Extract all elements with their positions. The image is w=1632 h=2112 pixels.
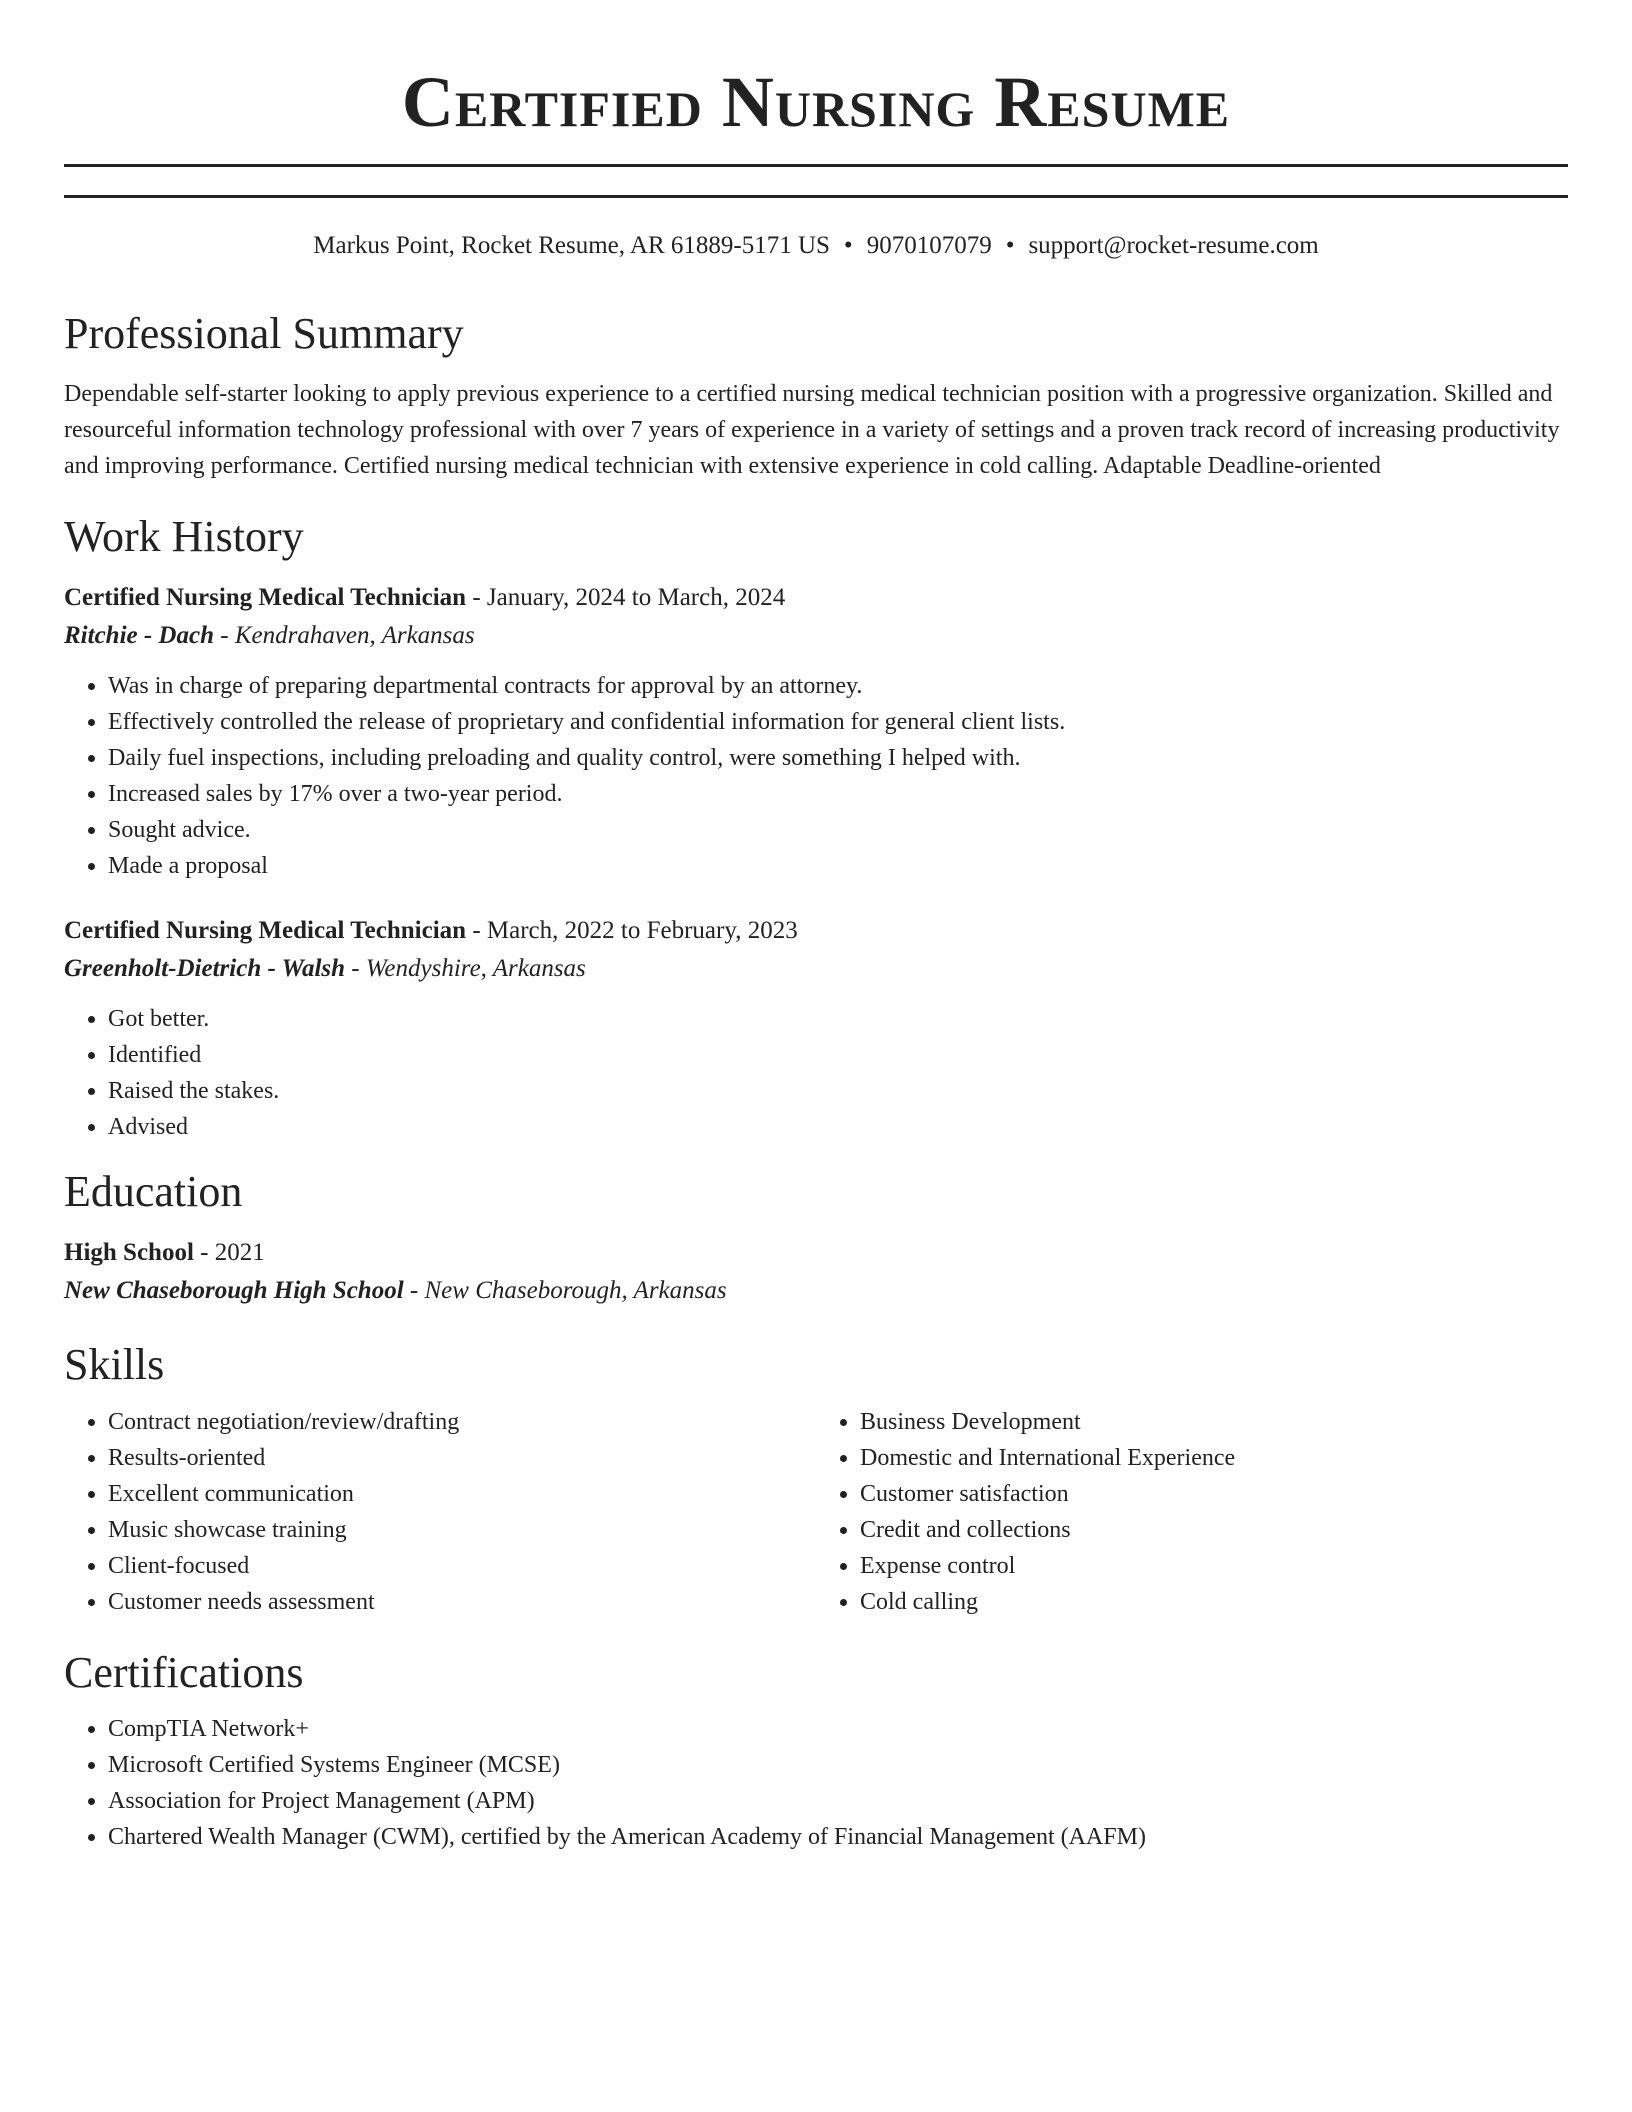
- school-name: New Chaseborough High School: [64, 1277, 404, 1304]
- job-bullets: [64, 668, 1568, 884]
- contact-separator: •: [843, 232, 853, 259]
- list-item: • Increased sales by 17% over a two-year period.: [108, 776, 1568, 812]
- company-line: [64, 617, 1568, 655]
- job-entry: [64, 912, 1568, 1145]
- dash: -: [220, 622, 229, 649]
- contact-phone: 9070107079: [866, 232, 992, 259]
- job-dates: January, 2024 to March, 2024: [486, 584, 786, 611]
- skill-item: • Excellent communication: [108, 1476, 816, 1512]
- certification-item: • Microsoft Certified Systems Engineer (MCSE): [108, 1747, 1568, 1783]
- list-item: • Advised: [108, 1109, 1568, 1145]
- dash: -: [351, 955, 360, 982]
- title-divider-bottom: [64, 195, 1568, 198]
- list-item: • Raised the stakes.: [108, 1073, 1568, 1109]
- company-location: Wendyshire, Arkansas: [365, 955, 586, 982]
- list-item: • Effectively controlled the release of proprietary and confidential information for general client lists.: [108, 704, 1568, 740]
- contact-separator: •: [1005, 232, 1015, 259]
- degree: High School: [64, 1239, 194, 1266]
- graduation-year: 2021: [214, 1239, 265, 1266]
- list-item: • Daily fuel inspections, including preloading and quality control, were something I helped with.: [108, 740, 1568, 776]
- list-item: • Was in charge of preparing departmental contracts for approval by an attorney.: [108, 668, 1568, 704]
- certification-item: • Association for Project Management (APM): [108, 1783, 1568, 1819]
- skill-item: • Domestic and International Experience: [860, 1440, 1568, 1476]
- list-item: • Made a proposal: [108, 848, 1568, 884]
- certification-item: • Chartered Wealth Manager (CWM), certified by the American Academy of Financial Management (AAFM): [108, 1819, 1568, 1855]
- contact-address: Markus Point, Rocket Resume, AR 61889-5171 US: [313, 232, 830, 259]
- education-heading: Education: [64, 1167, 243, 1216]
- list-item: • Identified: [108, 1037, 1568, 1073]
- summary-text: Dependable self-starter looking to apply previous experience to a certified nursing medical technician position with a progressive organization. Skilled and resourceful information technology professional with over 7 years of experience in a variety of settings and a proven track record of increasing productivity and improving performance. Certified nursing medical technician with extensive experience in cold calling. Adaptable Deadline-oriented: [64, 381, 1560, 479]
- education-entry: [64, 1234, 1568, 1310]
- skill-item: • Contract negotiation/review/drafting: [108, 1404, 816, 1440]
- dash: -: [409, 1277, 419, 1304]
- resume-title: Certified Nursing Resume: [401, 62, 1231, 142]
- certifications-list: [64, 1711, 1568, 1855]
- company-line: [64, 950, 1568, 988]
- dash: -: [200, 1239, 209, 1266]
- skill-item: • Credit and collections: [860, 1512, 1568, 1548]
- job-title: Certified Nursing Medical Technician: [64, 584, 467, 611]
- skill-item: • Client-focused: [108, 1548, 816, 1584]
- dash: -: [472, 584, 481, 611]
- skill-item: • Music showcase training: [108, 1512, 816, 1548]
- degree-line: [64, 1234, 1568, 1272]
- job-title: Certified Nursing Medical Technician: [64, 917, 467, 944]
- company-location: Kendrahaven, Arkansas: [234, 622, 475, 649]
- skills-column-left: [64, 1404, 816, 1620]
- skill-item: • Customer needs assessment: [108, 1584, 816, 1620]
- school-location: New Chaseborough, Arkansas: [424, 1277, 727, 1304]
- skill-item: • Customer satisfaction: [860, 1476, 1568, 1512]
- job-dates: March, 2022 to February, 2023: [486, 917, 798, 944]
- resume-page: [64, 0, 1568, 1855]
- list-item: • Got better.: [108, 1001, 1568, 1037]
- certifications-heading: Certifications: [64, 1648, 304, 1697]
- skill-item: • Expense control: [860, 1548, 1568, 1584]
- job-entry: [64, 579, 1568, 884]
- job-title-line: [64, 912, 1568, 950]
- skills-heading: Skills: [64, 1340, 165, 1389]
- contact-email: support@rocket-resume.com: [1028, 232, 1319, 259]
- job-bullets: [64, 1001, 1568, 1145]
- summary-heading: Professional Summary: [64, 309, 464, 358]
- school-line: [64, 1272, 1568, 1310]
- skill-item: • Cold calling: [860, 1584, 1568, 1620]
- list-item: • Sought advice.: [108, 812, 1568, 848]
- company-name: Ritchie - Dach: [64, 622, 214, 649]
- job-title-line: [64, 579, 1568, 617]
- skills-grid: [64, 1404, 1568, 1620]
- skill-item: • Results-oriented: [108, 1440, 816, 1476]
- certification-item: • CompTIA Network+: [108, 1711, 1568, 1747]
- skill-item: • Business Development: [860, 1404, 1568, 1440]
- company-name: Greenholt-Dietrich - Walsh: [64, 955, 346, 982]
- work-history-heading: Work History: [64, 512, 304, 561]
- skills-column-right: [816, 1404, 1568, 1620]
- dash: -: [472, 917, 481, 944]
- contact-line: [64, 231, 1568, 261]
